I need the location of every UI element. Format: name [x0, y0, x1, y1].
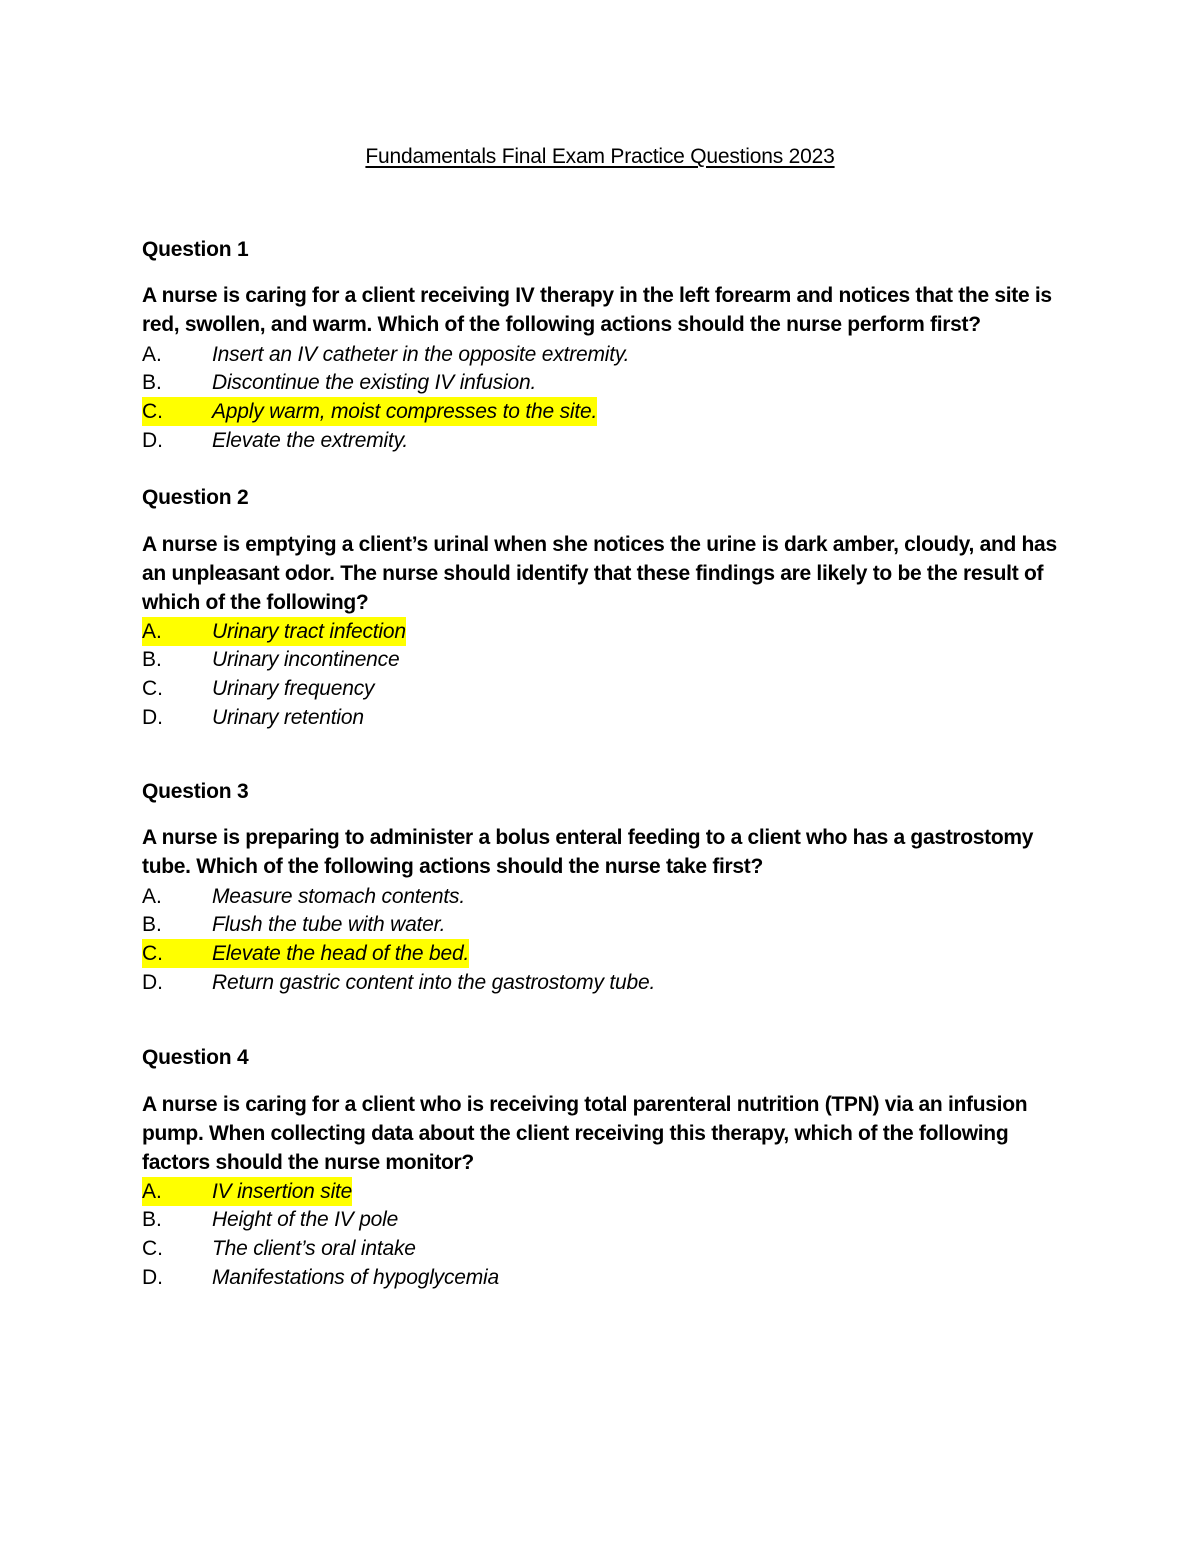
option-text: Insert an IV catheter in the opposite extremity. — [212, 343, 630, 366]
question-4-text: A nurse is caring for a client who is receiving total parenteral nutrition (TPN) via an infusion pump. When collecting data about the client receiving this therapy, which of the following factors should the nurse monitor? — [142, 1093, 1028, 1174]
option-text: IV insertion site — [212, 1177, 352, 1206]
option-letter: A. — [142, 343, 162, 366]
question-1-text: A nurse is caring for a client receiving IV therapy in the left forearm and notices that the site is red, swollen, and warm. Which of the following actions should the nurse perform first? — [142, 284, 1052, 336]
option-text: Urinary tract infection — [212, 617, 406, 646]
option-letter: A. — [142, 885, 162, 908]
document-title: Fundamentals Final Exam Practice Questions 2023 — [365, 145, 835, 168]
option-text: Urinary incontinence — [212, 648, 400, 671]
option-letter: B. — [142, 371, 162, 394]
option-letter: C. — [142, 939, 212, 968]
option-text: Urinary frequency — [212, 677, 375, 700]
option-text: Manifestations of hypoglycemia — [212, 1266, 499, 1289]
option-letter: A. — [142, 617, 212, 646]
option-letter: B. — [142, 1208, 162, 1231]
option-text: Elevate the extremity. — [212, 429, 408, 452]
question-1-heading: Question 1 — [142, 238, 249, 261]
question-2-heading: Question 2 — [142, 486, 249, 509]
option-letter: B. — [142, 913, 162, 936]
option-text: Measure stomach contents. — [212, 885, 465, 908]
option-text: Urinary retention — [212, 706, 364, 729]
question-3-text: A nurse is preparing to administer a bolus enteral feeding to a client who has a gastrostomy tube. Which of the following actions should the nurse take first? — [142, 826, 1034, 878]
question-4-heading: Question 4 — [142, 1046, 249, 1069]
option-letter: C. — [142, 397, 212, 426]
option-letter: D. — [142, 429, 163, 452]
option-text: Apply warm, moist compresses to the site. — [212, 397, 597, 426]
option-letter: D. — [142, 1266, 163, 1289]
option-letter: C. — [142, 1237, 163, 1260]
option-text: Height of the IV pole — [212, 1208, 399, 1231]
question-2-text: A nurse is emptying a client’s urinal when she notices the urine is dark amber, cloudy, and has an unpleasant odor. The nurse should identify that these findings are likely to be the result of which of the following? — [142, 533, 1057, 614]
option-letter: D. — [142, 706, 163, 729]
option-letter: B. — [142, 648, 162, 671]
option-letter: D. — [142, 971, 163, 994]
option-text: Return gastric content into the gastrostomy tube. — [212, 971, 656, 994]
option-text: The client’s oral intake — [212, 1237, 416, 1260]
option-letter: C. — [142, 677, 163, 700]
question-3-heading: Question 3 — [142, 780, 249, 803]
option-letter: A. — [142, 1177, 212, 1206]
option-text: Discontinue the existing IV infusion. — [212, 371, 537, 394]
option-text: Elevate the head of the bed. — [212, 939, 469, 968]
option-text: Flush the tube with water. — [212, 913, 446, 936]
